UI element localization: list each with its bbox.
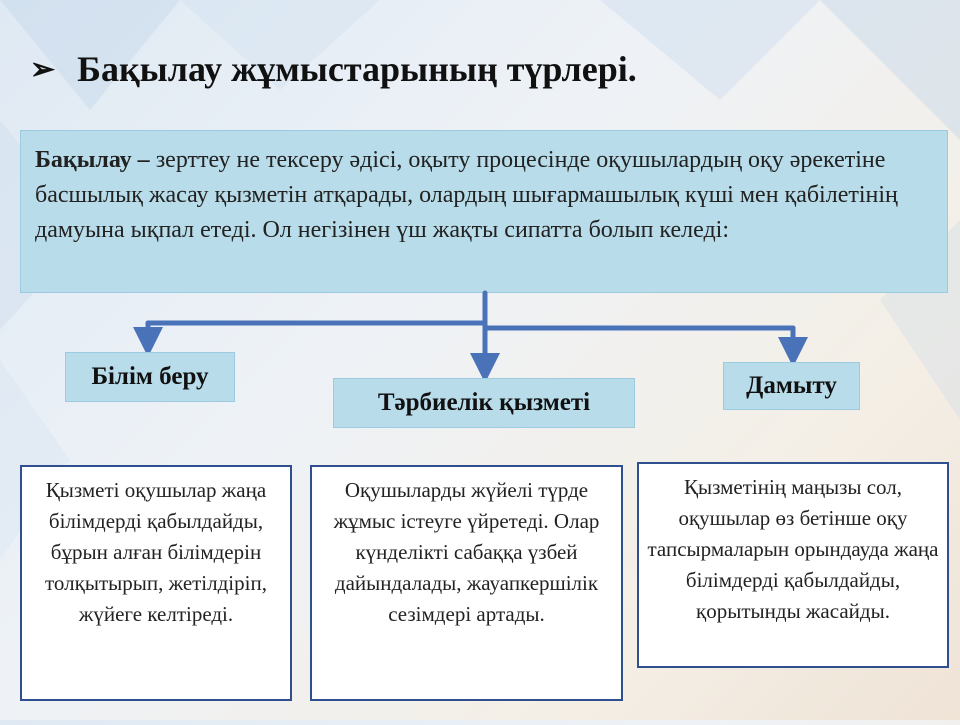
description-bilim-beru [20, 465, 292, 701]
description-tarbielik [310, 465, 623, 701]
description-text: Қызметінің маңызы сол, оқушылар өз бетінше оқу тапсырмаларын орындауда жаңа білімдерді қабылдайды, қорытынды жасайды. [647, 475, 939, 623]
definition-text: зерттеу не тексеру әдісі, оқыту процесінде оқушылардың оқу әрекетіне басшылық жасау қызметін атқарады, олардың шығармашылық күші мен қабілетінің дамуына ықпал етеді. Ол негізінен үш жақты сипатта болып келеді: [35, 147, 898, 243]
category-tarbielik [333, 378, 635, 428]
description-text: Оқушыларды жүйелі түрде жұмыс істеуге үйретеді. Олар күнделікті сабаққа үзбей дайындалады, жауапкершілік сезімдері артады. [333, 478, 600, 626]
category-label: Тәрбиелік қызметі [377, 389, 591, 416]
definition-term: Бақылау – [35, 147, 150, 173]
title-text: Бақылау жұмыстарының түрлері. [77, 49, 637, 89]
description-text: Қызметі оқушылар жаңа білімдерді қабылдайды, бұрын алған білімдерін толқытырып, жетілдіріп, жүйеге келтіреді. [45, 478, 267, 626]
category-label: Білім беру [91, 363, 209, 390]
arrow-bullet-icon: ➢ [30, 52, 56, 86]
category-bilim-beru [65, 352, 235, 402]
category-damytu [723, 362, 860, 410]
category-label: Дамыту [746, 372, 837, 399]
description-damytu [637, 462, 949, 668]
